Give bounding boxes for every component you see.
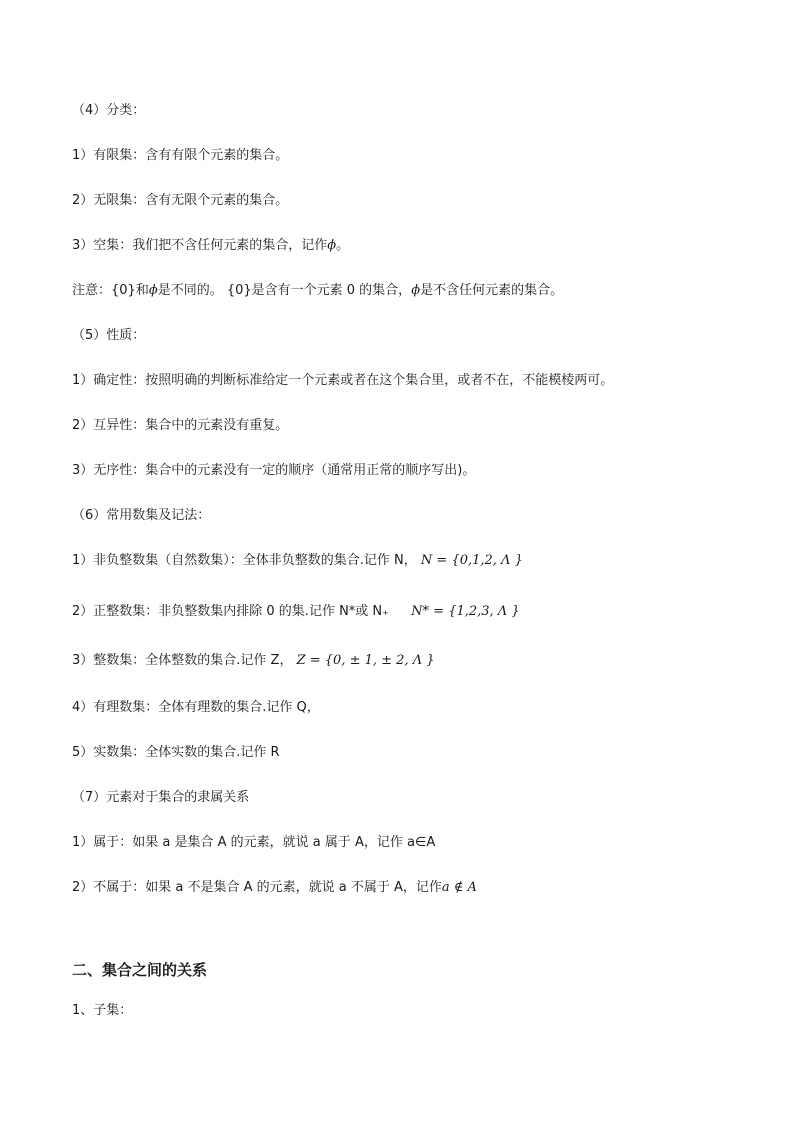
reals-item: 5）实数集：全体实数的集合.记作 R bbox=[72, 745, 280, 760]
note-empty-symbol-1: ϕ bbox=[148, 283, 158, 298]
positive-integers-item bbox=[72, 603, 520, 621]
rationals-item: 4）有理数集：全体有理数的集合.记作 Q， bbox=[72, 700, 320, 715]
positive-integers-text: 2）正整数集：非负整数集内排除 0 的集.记作 N*或 N₊ bbox=[72, 604, 390, 619]
positive-integers-formula: N* = {1,2,3, Λ } bbox=[411, 604, 520, 619]
section-5-title: （5）性质： bbox=[72, 328, 146, 343]
finite-set-item: 1）有限集：含有有限个元素的集合。 bbox=[72, 148, 289, 163]
integers-item bbox=[72, 652, 435, 670]
unordered-item: 3）无序性：集合中的元素没有一定的顺序（通常用正常的顺序写出)。 bbox=[72, 463, 476, 478]
subset-title: 1、子集： bbox=[72, 1003, 133, 1018]
determinacy-item: 1）确定性：按照明确的判断标准给定一个元素或者在这个集合里，或者不在，不能模棱两可。 bbox=[72, 373, 614, 388]
natural-numbers-item bbox=[72, 552, 523, 570]
integers-text: 3）整数集：全体整数的集合.记作 Z， bbox=[72, 653, 293, 668]
empty-set-item bbox=[72, 237, 349, 255]
distinctness-item: 2）互异性：集合中的元素没有重复。 bbox=[72, 418, 289, 433]
infinite-set-item: 2）无限集：含有无限个元素的集合。 bbox=[72, 193, 289, 208]
note-part-a: 注意：{0}和 bbox=[72, 283, 149, 298]
note-part-c: 是不含任何元素的集合。 bbox=[420, 283, 564, 298]
not-belongs-item bbox=[72, 879, 477, 897]
not-belongs-text: 2）不属于：如果 a 不是集合 A 的元素，就说 a 不属于 A，记作 bbox=[72, 880, 442, 895]
belongs-item: 1）属于：如果 a 是集合 A 的元素，就说 a 属于 A，记作 a∈A bbox=[72, 835, 436, 850]
section-4-title: （4）分类： bbox=[72, 103, 146, 118]
note-part-b: 是不同的。 {0}是含有一个元素 0 的集合， bbox=[157, 283, 412, 298]
part-2-heading: 二、集合之间的关系 bbox=[72, 961, 208, 979]
section-6-title: （6）常用数集及记法： bbox=[72, 508, 211, 523]
natural-numbers-formula: N = {0,1,2, Λ } bbox=[420, 553, 523, 568]
empty-set-note bbox=[72, 282, 563, 300]
empty-set-text: 3）空集：我们把不含任何元素的集合，记作 bbox=[72, 238, 328, 253]
section-7-title: （7）元素对于集合的隶属关系 bbox=[72, 790, 250, 805]
not-belongs-formula: a ∉ A bbox=[441, 880, 477, 895]
empty-set-end: 。 bbox=[336, 238, 350, 253]
empty-set-symbol: ϕ bbox=[327, 238, 337, 253]
integers-formula: Z = {0, ± 1, ± 2, Λ } bbox=[296, 653, 435, 668]
note-empty-symbol-2: ϕ bbox=[411, 283, 421, 298]
natural-numbers-text: 1）非负整数集（自然数集）：全体非负整数的集合.记作 N， bbox=[72, 553, 417, 568]
